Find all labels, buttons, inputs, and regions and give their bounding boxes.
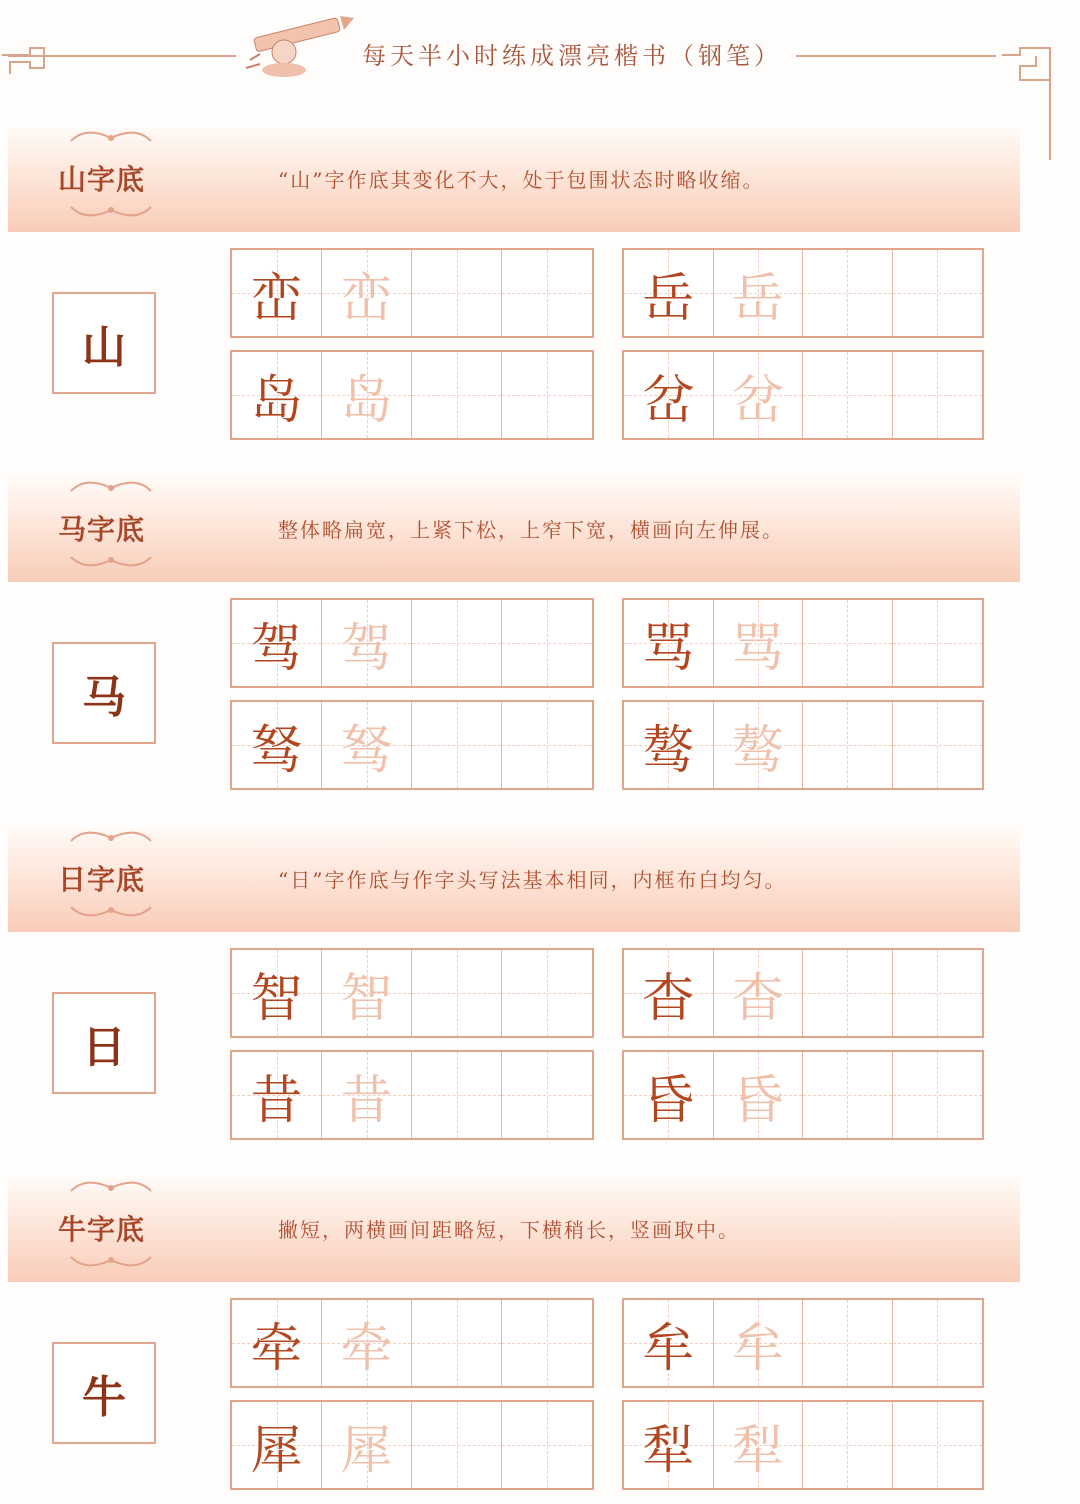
corner-ornament-left — [0, 40, 50, 80]
trace-character: 昏 — [731, 1070, 784, 1131]
section-band — [8, 478, 1020, 582]
trace-cell[interactable] — [714, 352, 804, 438]
sample-character: 马 — [52, 642, 156, 744]
trace-cell[interactable] — [322, 702, 412, 788]
model-cell — [624, 250, 714, 336]
trace-character: 驾 — [340, 618, 393, 679]
practice-row — [622, 700, 984, 790]
trace-cell[interactable] — [322, 352, 412, 438]
section-band — [8, 1178, 1020, 1282]
trace-cell[interactable] — [322, 950, 412, 1036]
practice-row — [230, 1298, 594, 1388]
sample-character: 山 — [52, 292, 156, 394]
trace-character: 驽 — [340, 720, 393, 781]
trace-cell[interactable] — [322, 1402, 412, 1488]
trace-cell[interactable] — [322, 600, 412, 686]
scroll-ornament-icon — [66, 476, 156, 496]
model-cell — [624, 1052, 714, 1138]
blank-cell[interactable] — [803, 600, 893, 686]
scroll-ornament-icon — [66, 202, 156, 222]
model-cell — [232, 1402, 322, 1488]
blank-cell[interactable] — [412, 1052, 502, 1138]
practice-row — [230, 248, 594, 338]
model-cell — [232, 1300, 322, 1386]
scroll-ornament-icon — [66, 126, 156, 146]
practice-row — [622, 1400, 984, 1490]
trace-character: 峦 — [340, 268, 393, 329]
model-cell — [624, 1300, 714, 1386]
blank-cell[interactable] — [502, 950, 592, 1036]
trace-cell[interactable] — [714, 250, 804, 336]
model-cell — [624, 352, 714, 438]
model-cell — [624, 702, 714, 788]
practice-row — [622, 598, 984, 688]
blank-cell[interactable] — [803, 352, 893, 438]
section-title: 日字底 — [58, 863, 146, 896]
trace-cell[interactable] — [714, 1052, 804, 1138]
trace-character: 昔 — [340, 1070, 393, 1131]
blank-cell[interactable] — [412, 950, 502, 1036]
model-character: 杳 — [642, 968, 695, 1029]
section-band — [8, 128, 1020, 232]
trace-character: 骜 — [731, 720, 784, 781]
blank-cell[interactable] — [803, 1052, 893, 1138]
practice-row — [230, 700, 594, 790]
section-title: 山字底 — [58, 163, 146, 196]
blank-cell[interactable] — [502, 250, 592, 336]
blank-cell[interactable] — [803, 1402, 893, 1488]
model-character: 骜 — [642, 720, 695, 781]
blank-cell[interactable] — [412, 702, 502, 788]
blank-cell[interactable] — [893, 352, 983, 438]
trace-character: 犀 — [340, 1420, 393, 1481]
blank-cell[interactable] — [412, 1402, 502, 1488]
trace-character: 犁 — [731, 1420, 784, 1481]
scroll-ornament-icon — [66, 826, 156, 846]
model-cell — [232, 950, 322, 1036]
blank-cell[interactable] — [893, 1300, 983, 1386]
model-character: 驾 — [250, 618, 303, 679]
sample-character: 牛 — [52, 1342, 156, 1444]
model-cell — [624, 1402, 714, 1488]
trace-character: 牵 — [340, 1318, 393, 1379]
section-title: 牛字底 — [58, 1213, 146, 1246]
trace-cell[interactable] — [714, 600, 804, 686]
model-cell — [232, 1052, 322, 1138]
model-cell — [624, 950, 714, 1036]
practice-row — [622, 1050, 984, 1140]
scroll-ornament-icon — [66, 1176, 156, 1196]
practice-row — [230, 1050, 594, 1140]
blank-cell[interactable] — [502, 1052, 592, 1138]
sample-character: 日 — [52, 992, 156, 1094]
blank-cell[interactable] — [502, 1300, 592, 1386]
blank-cell[interactable] — [502, 352, 592, 438]
practice-row — [622, 350, 984, 440]
trace-cell[interactable] — [714, 950, 804, 1036]
trace-cell[interactable] — [714, 1402, 804, 1488]
practice-row — [622, 248, 984, 338]
practice-row — [230, 1400, 594, 1490]
model-character: 犀 — [250, 1420, 303, 1481]
blank-cell[interactable] — [893, 702, 983, 788]
model-cell — [624, 600, 714, 686]
trace-cell[interactable] — [322, 1052, 412, 1138]
blank-cell[interactable] — [893, 250, 983, 336]
model-character: 昏 — [642, 1070, 695, 1131]
trace-cell[interactable] — [322, 250, 412, 336]
practice-row — [230, 598, 594, 688]
trace-character: 杳 — [731, 968, 784, 1029]
model-character: 岔 — [642, 370, 695, 431]
trace-character: 智 — [340, 968, 393, 1029]
section-description: “山”字作底其变化不大，处于包围状态时略收缩。 — [278, 168, 765, 192]
model-character: 峦 — [250, 268, 303, 329]
model-cell — [232, 352, 322, 438]
blank-cell[interactable] — [893, 950, 983, 1036]
trace-character: 牟 — [731, 1318, 784, 1379]
blank-cell[interactable] — [803, 250, 893, 336]
blank-cell[interactable] — [893, 1402, 983, 1488]
blank-cell[interactable] — [893, 1052, 983, 1138]
practice-row — [230, 948, 594, 1038]
header-rule-right — [796, 55, 996, 57]
model-cell — [232, 250, 322, 336]
model-cell — [232, 600, 322, 686]
practice-row — [622, 1298, 984, 1388]
model-character: 驽 — [250, 720, 303, 781]
blank-cell[interactable] — [412, 352, 502, 438]
trace-cell[interactable] — [322, 1300, 412, 1386]
section-title: 马字底 — [58, 513, 146, 546]
trace-character: 岳 — [731, 268, 784, 329]
section-description: 撇短，两横画间距略短，下横稍长，竖画取中。 — [278, 1218, 740, 1242]
scroll-ornament-icon — [66, 552, 156, 572]
model-character: 牵 — [250, 1318, 303, 1379]
trace-cell[interactable] — [714, 1300, 804, 1386]
blank-cell[interactable] — [893, 600, 983, 686]
trace-character: 岛 — [340, 370, 393, 431]
blank-cell[interactable] — [502, 702, 592, 788]
model-character: 智 — [250, 968, 303, 1029]
scroll-ornament-icon — [66, 902, 156, 922]
practice-row — [230, 350, 594, 440]
pencil-mascot-icon — [236, 8, 356, 80]
blank-cell[interactable] — [803, 950, 893, 1036]
blank-cell[interactable] — [502, 1402, 592, 1488]
model-character: 骂 — [642, 618, 695, 679]
section-description: 整体略扁宽，上紧下松，上窄下宽，横画向左伸展。 — [278, 518, 784, 542]
blank-cell[interactable] — [803, 1300, 893, 1386]
model-character: 昔 — [250, 1070, 303, 1131]
practice-row — [622, 948, 984, 1038]
model-character: 岳 — [642, 268, 695, 329]
model-character: 岛 — [250, 370, 303, 431]
section-description: “日”字作底与作字头写法基本相同，内框布白均匀。 — [278, 868, 787, 892]
trace-character: 骂 — [731, 618, 784, 679]
blank-cell[interactable] — [502, 600, 592, 686]
model-character: 犁 — [642, 1420, 695, 1481]
scroll-ornament-icon — [66, 1252, 156, 1272]
trace-cell[interactable] — [714, 702, 804, 788]
model-cell — [232, 702, 322, 788]
blank-cell[interactable] — [412, 1300, 502, 1386]
trace-character: 岔 — [731, 370, 784, 431]
section-band — [8, 828, 1020, 932]
blank-cell[interactable] — [412, 600, 502, 686]
blank-cell[interactable] — [803, 702, 893, 788]
model-character: 牟 — [642, 1318, 695, 1379]
header-title: 每天半小时练成漂亮楷书（钢笔） — [362, 42, 782, 70]
blank-cell[interactable] — [412, 250, 502, 336]
